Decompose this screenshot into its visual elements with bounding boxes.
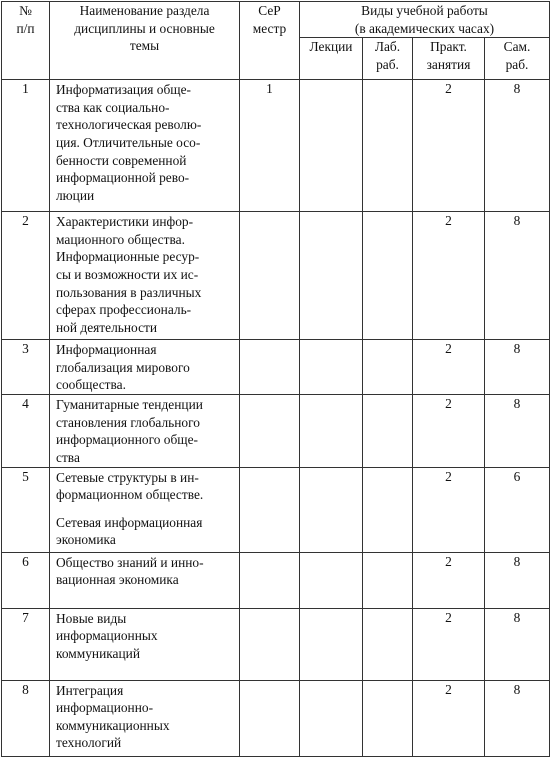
table-row bbox=[2, 608, 550, 680]
topic-line: сферах профессиональ- bbox=[56, 302, 192, 318]
row-semester bbox=[240, 680, 300, 756]
row-lectures bbox=[300, 212, 363, 340]
row-topic bbox=[50, 680, 240, 756]
header-section bbox=[50, 2, 240, 80]
header-self-line: Сам. bbox=[503, 39, 531, 55]
row-semester bbox=[240, 212, 300, 340]
header-section-line: Наименование раздела bbox=[79, 3, 210, 18]
topic-line: технологий bbox=[56, 735, 122, 751]
table-row bbox=[2, 680, 550, 756]
row-self: 8 bbox=[485, 552, 550, 608]
topic-line: Гуманитарные тенденции bbox=[56, 397, 203, 413]
table-row bbox=[2, 340, 550, 395]
topic-line: информационного обще- bbox=[56, 432, 199, 448]
topic-line: вационная экономика bbox=[56, 572, 179, 588]
table-row bbox=[2, 80, 550, 212]
topic-line: пользования в различных bbox=[56, 284, 202, 300]
topic-line: информационной рево- bbox=[56, 170, 190, 186]
topic-line: Информационные ресур- bbox=[56, 249, 200, 265]
topic-line: мационного общества. bbox=[56, 231, 185, 247]
topic-line: Информатизация обще- bbox=[56, 82, 191, 98]
topic-line: экономика bbox=[56, 532, 116, 548]
row-semester: 1 bbox=[240, 80, 300, 212]
row-lectures bbox=[300, 608, 363, 680]
table-row bbox=[2, 467, 550, 552]
row-number: 3 bbox=[2, 340, 50, 395]
row-lectures bbox=[300, 340, 363, 395]
curriculum-table bbox=[1, 1, 550, 757]
header-practical-line: Практ. bbox=[430, 39, 467, 55]
row-lab bbox=[363, 552, 413, 608]
row-lab bbox=[363, 212, 413, 340]
row-number: 4 bbox=[2, 395, 50, 467]
row-number: 1 bbox=[2, 80, 50, 212]
topic-line: ной деятельности bbox=[56, 319, 158, 335]
header-row-1 bbox=[2, 2, 550, 38]
row-number: 7 bbox=[2, 608, 50, 680]
header-section-line: темы bbox=[129, 38, 160, 54]
row-lectures bbox=[300, 552, 363, 608]
row-practical: 2 bbox=[413, 467, 485, 552]
row-practical: 2 bbox=[413, 340, 485, 395]
header-work-types bbox=[300, 2, 550, 38]
row-self: 8 bbox=[485, 212, 550, 340]
row-lab bbox=[363, 680, 413, 756]
row-lab bbox=[363, 608, 413, 680]
row-lab bbox=[363, 395, 413, 467]
row-semester bbox=[240, 340, 300, 395]
row-self: 8 bbox=[485, 608, 550, 680]
topic-line: информационно- bbox=[56, 700, 154, 716]
row-practical: 2 bbox=[413, 552, 485, 608]
row-topic bbox=[50, 395, 240, 467]
header-lectures bbox=[300, 38, 363, 80]
header-self-line: раб. bbox=[505, 56, 529, 72]
topic-line: люции bbox=[56, 187, 95, 203]
topic-line: Сетевая информационная bbox=[56, 514, 203, 530]
header-lab-line: Лаб. bbox=[374, 39, 401, 55]
row-self: 6 bbox=[485, 467, 550, 552]
row-self: 8 bbox=[485, 395, 550, 467]
header-lectures-label: Лекции bbox=[309, 39, 353, 55]
row-lab bbox=[363, 340, 413, 395]
row-practical: 2 bbox=[413, 80, 485, 212]
row-topic bbox=[50, 340, 240, 395]
row-topic bbox=[50, 467, 240, 552]
row-semester bbox=[240, 467, 300, 552]
topic-line: ция. Отличительные осо- bbox=[56, 134, 201, 150]
header-semester-line: местр bbox=[252, 20, 287, 36]
row-lectures bbox=[300, 467, 363, 552]
header-self bbox=[485, 38, 550, 80]
row-number: 5 bbox=[2, 467, 50, 552]
row-lab bbox=[363, 467, 413, 552]
header-practical bbox=[413, 38, 485, 80]
topic-line: ства как социально- bbox=[56, 99, 170, 115]
table-row bbox=[2, 552, 550, 608]
row-topic bbox=[50, 552, 240, 608]
row-semester bbox=[240, 608, 300, 680]
row-semester bbox=[240, 395, 300, 467]
row-self: 8 bbox=[485, 680, 550, 756]
table-row bbox=[2, 395, 550, 467]
topic-line: формационном обществе. bbox=[56, 487, 204, 503]
row-practical: 2 bbox=[413, 680, 485, 756]
header-work-types-title: Виды учебной работы bbox=[361, 3, 488, 18]
topic-line: Сетевые структуры в ин- bbox=[56, 469, 199, 485]
row-self: 8 bbox=[485, 80, 550, 212]
table-body bbox=[2, 80, 550, 756]
row-topic bbox=[50, 608, 240, 680]
topic-line: ства bbox=[56, 449, 80, 465]
topic-line: становления глобального bbox=[56, 414, 200, 430]
header-number-sub: п/п bbox=[16, 20, 35, 36]
header-semester-line: СеР bbox=[258, 3, 281, 18]
header-number bbox=[2, 2, 50, 80]
row-lectures bbox=[300, 680, 363, 756]
header-section-line: дисциплины и основные bbox=[74, 20, 215, 36]
row-lectures bbox=[300, 395, 363, 467]
topic-line: сы и возможности их ис- bbox=[56, 266, 199, 282]
row-practical: 2 bbox=[413, 395, 485, 467]
row-lectures bbox=[300, 80, 363, 212]
header-practical-line: занятия bbox=[426, 56, 471, 72]
topic-line: Характеристики инфор- bbox=[56, 214, 194, 230]
row-number: 6 bbox=[2, 552, 50, 608]
row-self: 8 bbox=[485, 340, 550, 395]
header-lab-line: раб. bbox=[376, 56, 399, 72]
row-semester bbox=[240, 552, 300, 608]
row-topic bbox=[50, 212, 240, 340]
topic-line: технологическая револю- bbox=[56, 117, 202, 133]
topic-line: сообщества. bbox=[56, 377, 126, 393]
topic-line: Интеграция bbox=[56, 682, 124, 698]
header-number-label: № bbox=[19, 3, 32, 18]
topic-line: Информационная bbox=[56, 342, 157, 358]
header-semester bbox=[240, 2, 300, 80]
row-practical: 2 bbox=[413, 212, 485, 340]
header-lab bbox=[363, 38, 413, 80]
topic-line: информационных bbox=[56, 628, 158, 644]
row-practical: 2 bbox=[413, 608, 485, 680]
topic-line: глобализация мирового bbox=[56, 359, 190, 375]
topic-line: Новые виды bbox=[56, 610, 127, 626]
row-topic bbox=[50, 80, 240, 212]
topic-line: бенности современной bbox=[56, 152, 187, 168]
topic-line: Общество знаний и инно- bbox=[56, 554, 204, 570]
topic-line: коммуникационных bbox=[56, 717, 170, 733]
topic-line: коммуникаций bbox=[56, 645, 140, 661]
row-number: 2 bbox=[2, 212, 50, 340]
row-lab bbox=[363, 80, 413, 212]
header-work-types-subtitle: (в академических часах) bbox=[354, 20, 495, 36]
table-row bbox=[2, 212, 550, 340]
row-number: 8 bbox=[2, 680, 50, 756]
